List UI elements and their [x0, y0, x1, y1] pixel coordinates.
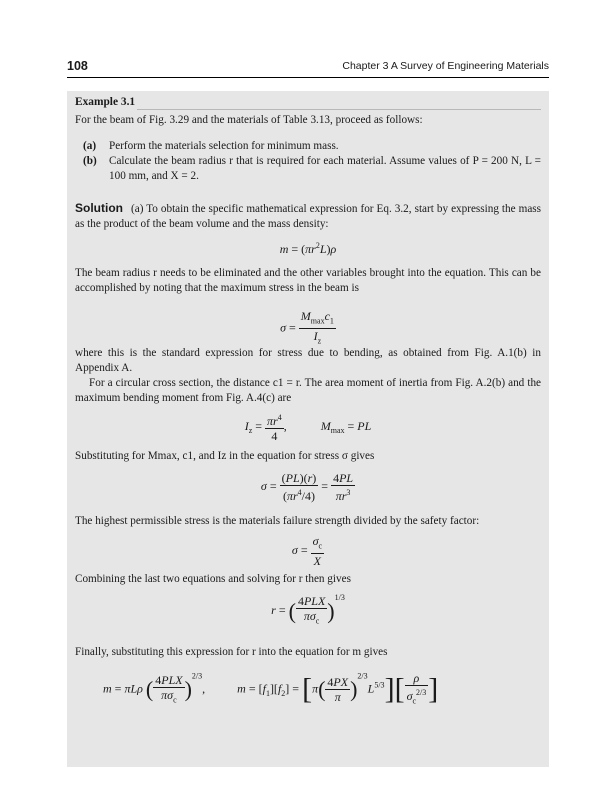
list-item	[83, 139, 541, 154]
paragraph: The beam radius r needs to be eliminated and the other variables brought into the equation. This can be accomplished by noting that the maximum stress in the beam is	[75, 267, 541, 294]
equation-bending-stress: σ = $\frac{M_{max}c_1}{I_z}$	[280, 309, 334, 346]
solution-paragraph	[75, 201, 541, 232]
paragraph: where this is the standard expression for stress due to bending, as obtained from Fig. A.1(b) in Appendix A.	[75, 347, 541, 374]
header-rule	[67, 77, 549, 78]
chapter-title: Chapter 3 A Survey of Engineering Materials	[342, 60, 549, 72]
item-text: Perform the materials selection for minimum mass.	[109, 140, 339, 152]
page-number: 108	[67, 59, 88, 73]
paragraph: Substituting for Mmax, c1, and Iz in the equation for stress σ gives	[75, 450, 375, 462]
item-label: (a)	[83, 140, 97, 152]
solution-label: Solution	[75, 201, 123, 215]
equation-allowable-stress: σ = $\frac{\sigma_c}{X}$	[291, 534, 323, 569]
equation-mass: $m = (\pi r^2L)\rho$	[279, 241, 337, 256]
page-header	[67, 59, 549, 77]
paragraph: Combining the last two equations and solving for r then gives	[75, 573, 351, 585]
paragraph: The highest permissible stress is the materials failure strength divided by the safety factor:	[75, 515, 480, 527]
equation-radius: r = ( $\frac{\text{4PLX}}{\pi\sigma_c}$ )$^{1/3}$	[271, 593, 345, 626]
paragraph: For a circular cross section, the distance c1 = r. The area moment of inertia from Fig. A.2(b) and the maximum bending moment from Fig. A.4(c) are	[75, 377, 541, 404]
example-title-rule	[137, 109, 541, 110]
paragraph: Finally, substituting this expression for r into the equation for m gives	[75, 646, 388, 658]
example-title: Example 3.1	[75, 96, 136, 108]
list-item	[83, 154, 541, 184]
example-intro: For the beam of Fig. 3.29 and the materials of Table 3.13, proceed as follows:	[75, 114, 423, 126]
equation-inertia-moment: $I_z$ = $\frac{\pi r^4}{4}$ , $M_{max}$ = PL	[244, 413, 372, 443]
example-box	[67, 91, 549, 767]
equation-stress-substituted: σ = $\frac{(PL)(r)}{(\pi r^4/4)}$ = $\frac{4PL}{\pi r^3}$	[260, 471, 354, 503]
item-text: Calculate the beam radius r that is required for each material. Assume values of P = 200 N, L = 100 mm, and X = 2.	[109, 155, 541, 182]
equation-mass-final: m = πLρ ( $\frac{\text{4PLX}}{\pi\sigma_c}$ )$^{2/3}$, $m = [f_1][f_2] = [\pi$( $\frac{4PX}{\pi}$ )$^{2/3}L^{5/3}$][ $\frac{\rho}{\sigma_c^{2/3}}$ ]	[103, 671, 439, 706]
item-label: (b)	[83, 155, 97, 167]
paragraph-text: (a) To obtain the specific mathematical expression for Eq. 3.2, start by expressing the mass as the product of the beam volume and the mass density:	[75, 203, 541, 230]
